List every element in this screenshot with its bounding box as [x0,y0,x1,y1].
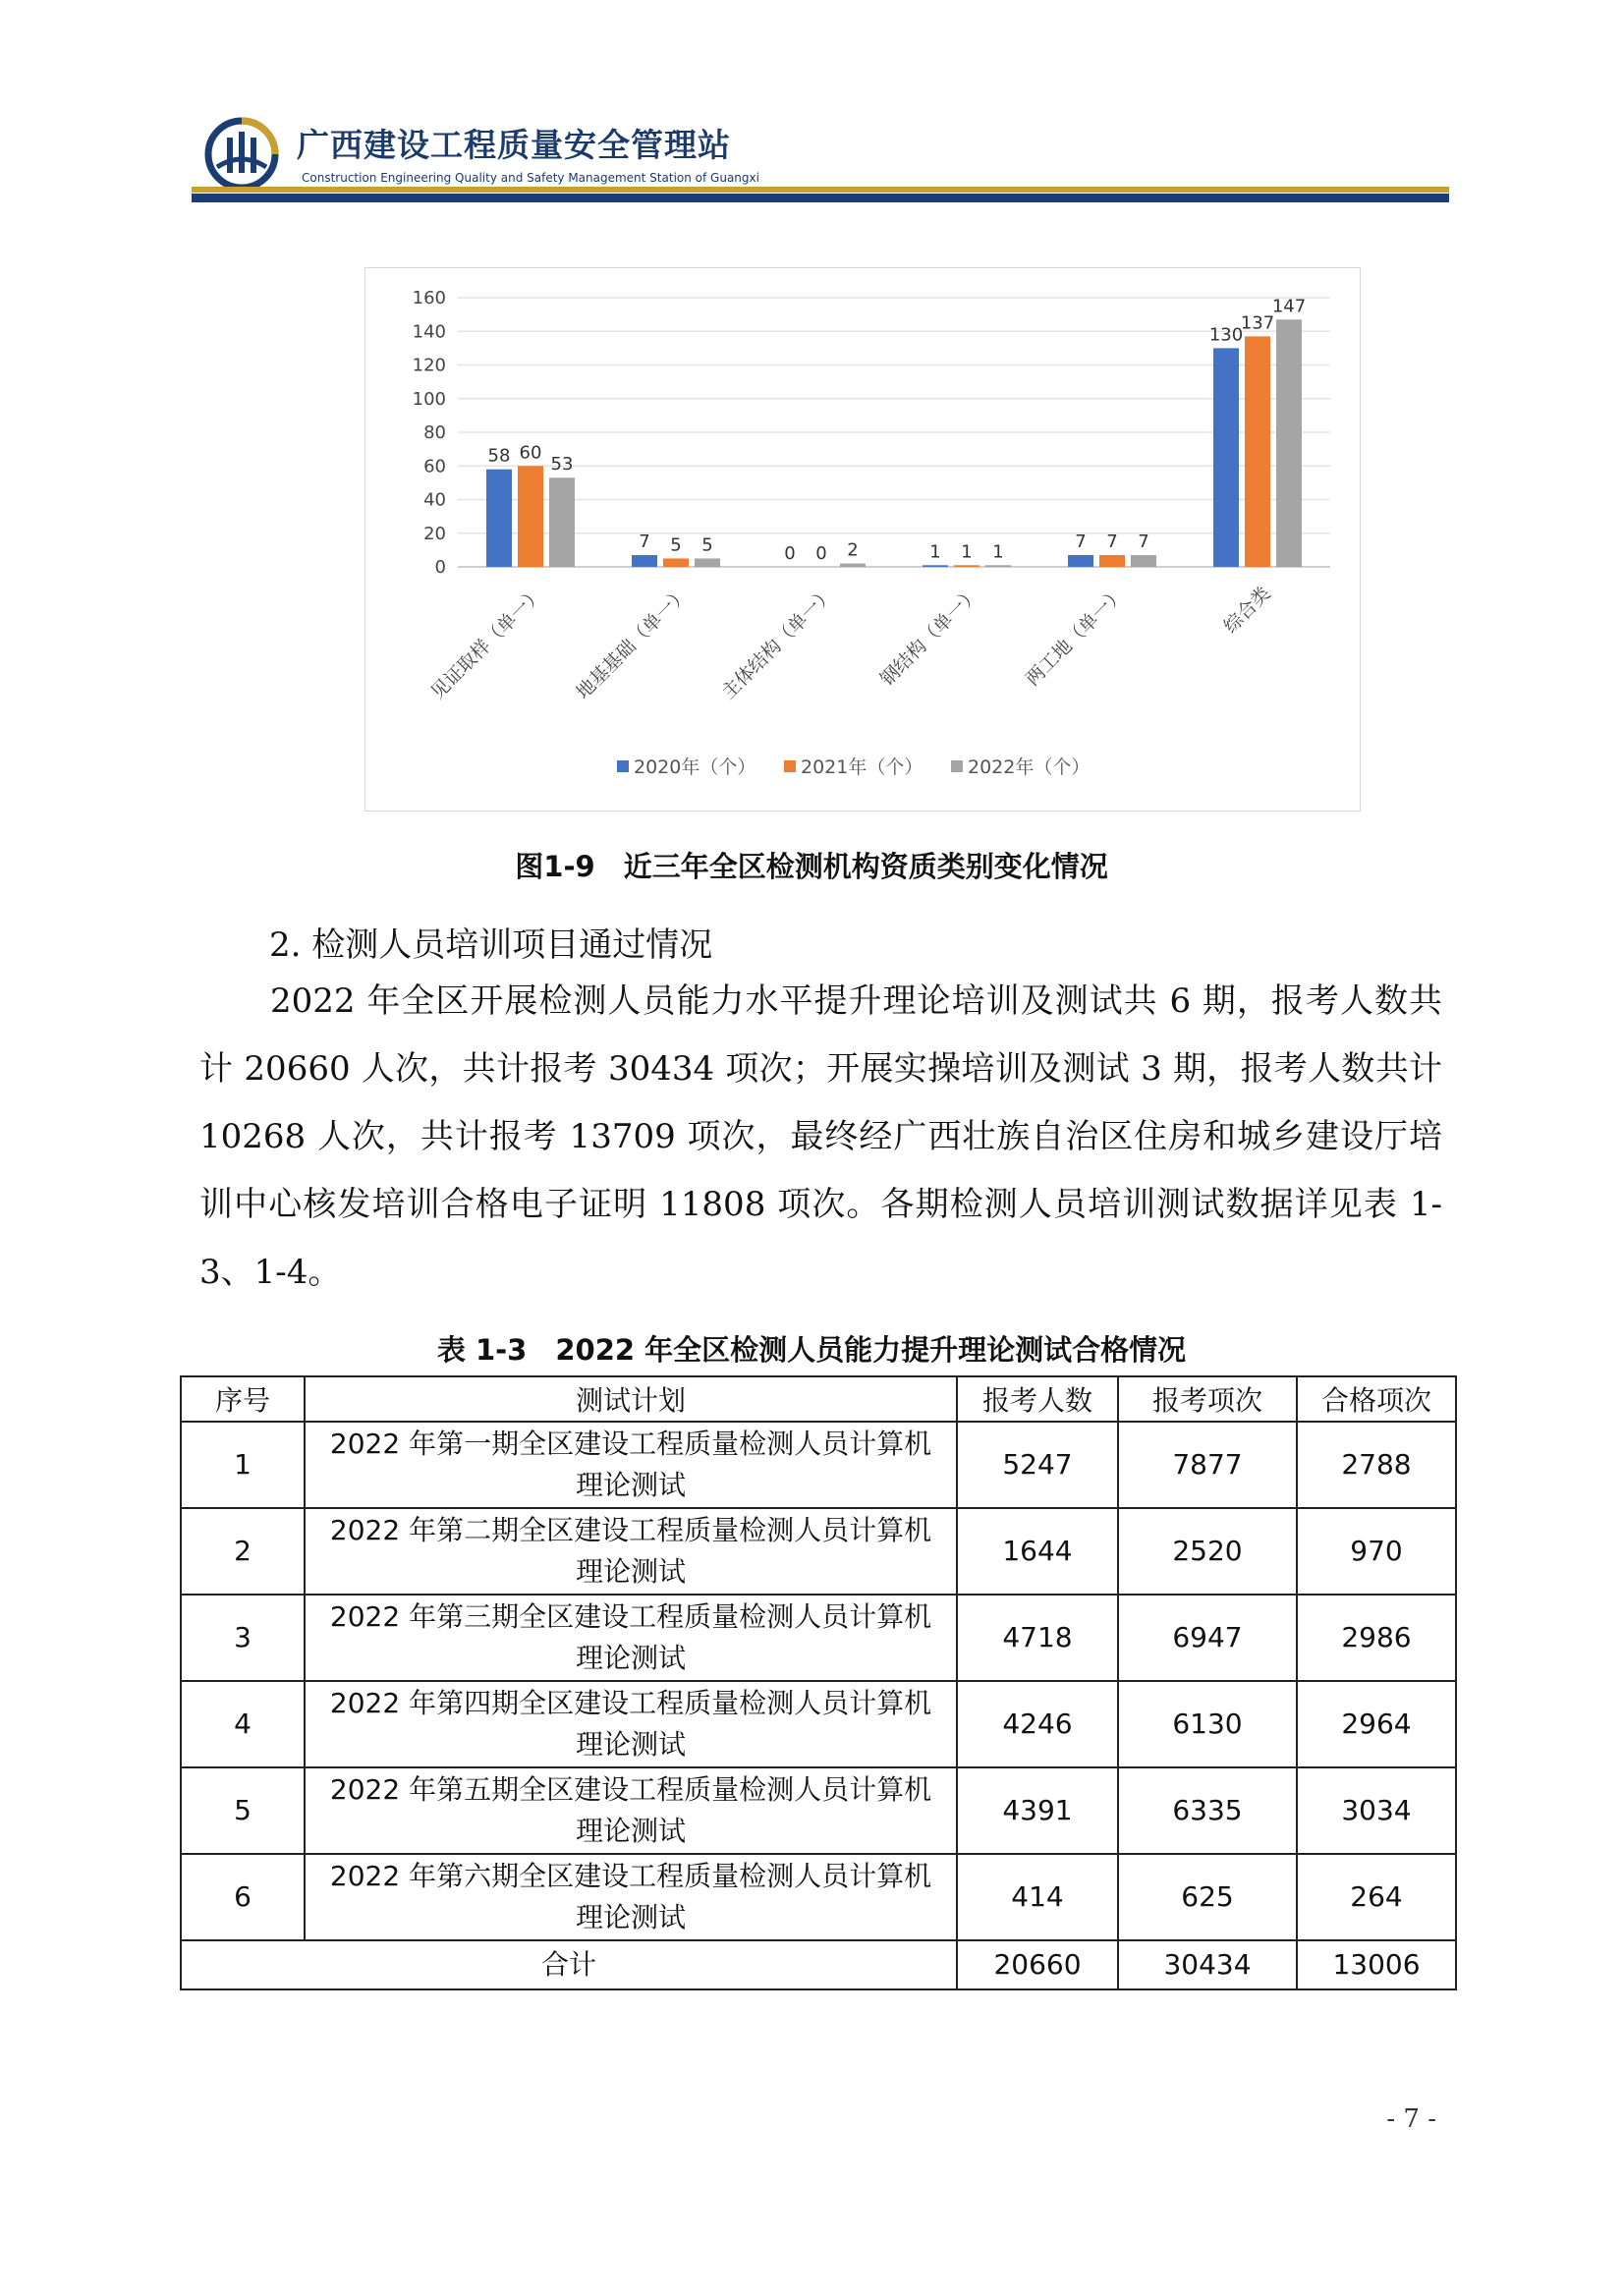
chart-frame [364,267,1361,812]
org-name-cn: 广西建设工程质量安全管理站 [297,126,731,164]
data-label: 5 [670,534,682,556]
bar [695,558,720,567]
cell-plan: 2022 年第三期全区建设工程质量检测人员计算机理论测试 [305,1595,957,1681]
bar [1068,555,1093,567]
data-label: 60 [519,442,542,464]
cell-passed: 2788 [1297,1422,1456,1508]
cell-plan: 2022 年第六期全区建设工程质量检测人员计算机理论测试 [305,1854,957,1940]
bar [985,565,1011,567]
y-tick-label: 20 [423,523,446,544]
cell-items: 2520 [1118,1508,1297,1595]
cell-passed: 2986 [1297,1595,1456,1681]
cell-applicants: 4246 [957,1681,1118,1767]
y-tick-label: 100 [412,388,446,410]
table-row [181,1422,1456,1508]
cell-no: 5 [181,1767,305,1854]
cell-no: 4 [181,1681,305,1767]
table-row [181,1854,1456,1940]
data-label: 147 [1271,296,1307,317]
cell-no: 2 [181,1508,305,1595]
y-tick-label: 160 [412,288,446,308]
data-label: 0 [815,543,827,564]
header-applicants: 报考人数 [957,1376,1118,1422]
bar [840,564,866,567]
bar [518,466,543,567]
bar-chart [365,268,1360,811]
legend-label: 2020年（个） [634,756,756,778]
cell-applicants: 4718 [957,1595,1118,1681]
cell-plan: 2022 年第四期全区建设工程质量检测人员计算机理论测试 [305,1681,957,1767]
category-label: 见证取样（单一） [426,582,548,704]
bar [632,555,657,567]
bar [663,558,689,567]
total-items: 30434 [1118,1940,1297,1989]
body-paragraph: 2022 年全区开展检测人员能力水平提升理论培训及测试共 6 期，报考人数共计 20660 人次，共计报考 30434 项次；开展实操培训及测试 3 期，报考人数共计 10268 人次，共计报考 13709 项次，最终经广西壮族自治区住房和城乡建设厅培训中心核发培训合格电子证明 11808 项次。各期检测人员培训测试数据详见表 1-3、1-4。 [199,981,1442,1292]
data-label: 58 [487,445,511,467]
data-label: 130 [1208,324,1244,346]
section-heading: 2. 检测人员培训项目通过情况 [269,925,713,965]
total-label: 合计 [181,1940,957,1989]
bar [923,565,948,567]
table-header-row [181,1376,1456,1422]
total-passed: 13006 [1297,1940,1456,1989]
cell-items: 6335 [1118,1767,1297,1854]
category-label: 钢结构（单一） [875,582,984,691]
bar [954,565,979,567]
cell-items: 625 [1118,1854,1297,1940]
header-no: 序号 [181,1376,305,1422]
cell-items: 6947 [1118,1595,1297,1681]
bar [486,470,512,567]
bar [1131,555,1156,567]
cell-applicants: 5247 [957,1422,1118,1508]
page-header [192,116,1449,206]
cell-no: 3 [181,1595,305,1681]
table-caption: 表 1-3 2022 年全区检测人员能力提升理论测试合格情况 [436,1333,1187,1367]
y-tick-label: 140 [412,321,446,343]
data-label: 7 [1106,532,1118,553]
legend-swatch [784,760,796,772]
legend-label: 2021年（个） [801,756,923,778]
cell-applicants: 4391 [957,1767,1118,1854]
legend-swatch [617,760,629,772]
y-tick-label: 80 [423,422,446,443]
y-tick-label: 40 [423,489,446,511]
cell-plan: 2022 年第五期全区建设工程质量检测人员计算机理论测试 [305,1767,957,1854]
category-label: 主体结构（单一） [717,582,839,704]
y-tick-label: 0 [434,557,446,578]
bar [1276,319,1302,567]
table-row [181,1595,1456,1681]
station-logo-icon [203,116,280,193]
cell-items: 6130 [1118,1681,1297,1767]
data-label: 7 [1075,532,1087,553]
org-name-en: Construction Engineering Quality and Safety Management Station of Guangxi [302,171,759,185]
table-row [181,1767,1456,1854]
data-label: 137 [1240,312,1275,334]
data-label: 1 [992,541,1004,563]
cell-plan: 2022 年第二期全区建设工程质量检测人员计算机理论测试 [305,1508,957,1595]
data-label: 7 [639,532,650,553]
results-table [180,1375,1457,1990]
bar [1099,555,1125,567]
total-applicants: 20660 [957,1940,1118,1989]
category-label: 地基基础（单一） [572,582,694,704]
header-rule-gold [192,187,1449,193]
legend-label: 2022年（个） [968,756,1091,778]
data-label: 7 [1138,532,1149,553]
data-label: 1 [961,541,973,563]
cell-passed: 970 [1297,1508,1456,1595]
table-total-row [181,1940,1456,1989]
cell-applicants: 414 [957,1854,1118,1940]
cell-plan: 2022 年第一期全区建设工程质量检测人员计算机理论测试 [305,1422,957,1508]
category-label: 两工地（单一） [1021,582,1130,691]
bar [549,477,575,567]
y-tick-label: 120 [412,355,446,376]
data-label: 0 [784,543,796,564]
cell-no: 1 [181,1422,305,1508]
cell-passed: 264 [1297,1854,1456,1940]
cell-passed: 3034 [1297,1767,1456,1854]
data-label: 2 [847,539,859,561]
bar [1245,336,1270,567]
header-passed: 合格项次 [1297,1376,1456,1422]
y-tick-label: 60 [423,456,446,477]
header-plan: 测试计划 [305,1376,957,1422]
data-label: 1 [929,541,941,563]
cell-applicants: 1644 [957,1508,1118,1595]
figure-caption: 图1-9 近三年全区检测机构资质类别变化情况 [515,850,1108,883]
category-label: 综合类 [1219,582,1275,638]
cell-no: 6 [181,1854,305,1940]
data-label: 53 [550,454,574,476]
header-items: 报考项次 [1118,1376,1297,1422]
data-label: 5 [701,534,713,556]
cell-items: 7877 [1118,1422,1297,1508]
table-row [181,1681,1456,1767]
cell-passed: 2964 [1297,1681,1456,1767]
header-rule-blue [192,194,1449,202]
bar [1213,348,1239,567]
page-number: - 7 - [1386,2104,1436,2134]
legend-swatch [951,760,963,772]
table-row [181,1508,1456,1595]
